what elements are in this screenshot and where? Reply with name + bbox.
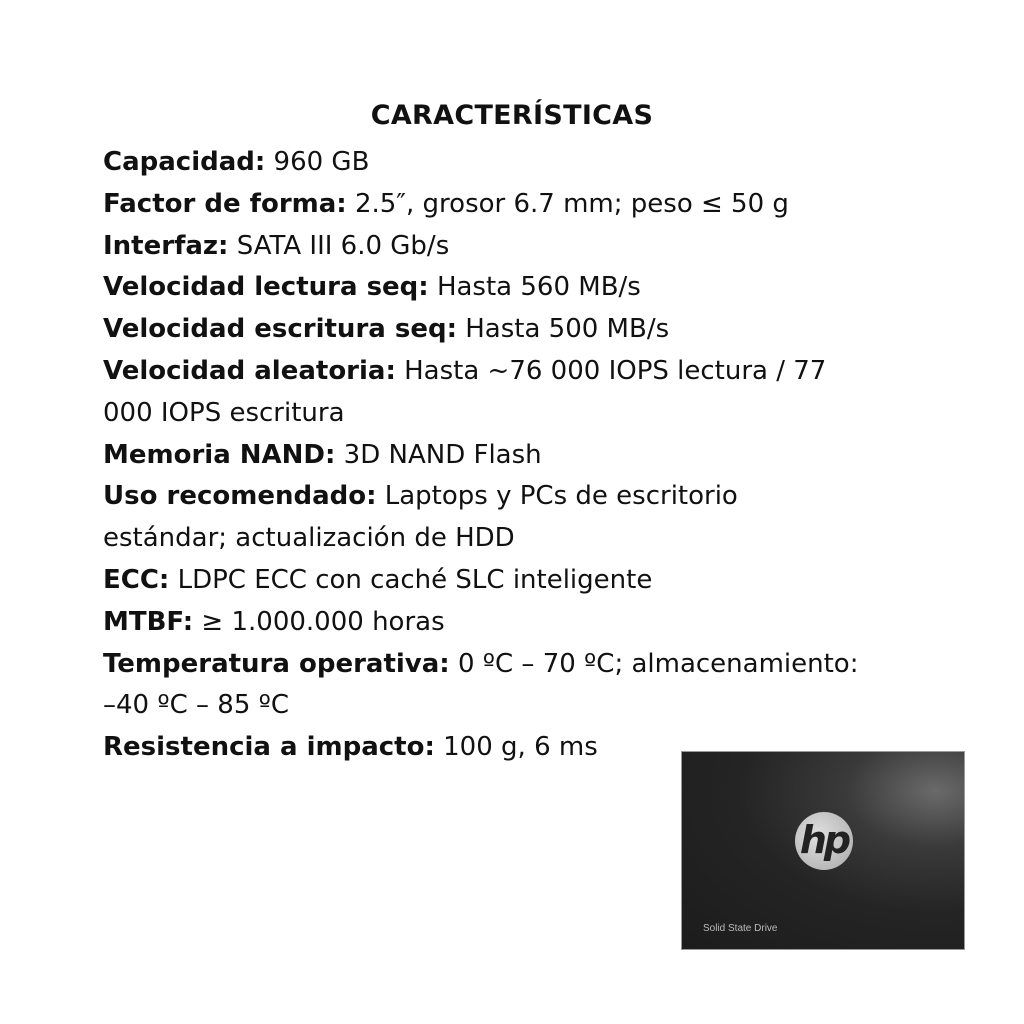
spec-label: ECC: xyxy=(103,564,170,595)
spec-temperature xyxy=(103,644,863,728)
spec-value: Hasta 560 MB/s xyxy=(428,272,641,303)
page-title: CARACTERÍSTICAS xyxy=(370,100,654,131)
spec-label: Velocidad escritura seq: xyxy=(103,314,457,345)
spec-value: SATA III 6.0 Gb/s xyxy=(228,230,450,261)
spec-value: Hasta ~76 000 IOPS lectura / 77 000 IOPS escritura xyxy=(103,355,827,428)
spec-random-speed xyxy=(103,351,863,435)
spec-label: Velocidad lectura seq: xyxy=(103,272,429,303)
spec-ecc xyxy=(103,560,863,602)
spec-label: Velocidad aleatoria: xyxy=(103,355,396,386)
spec-read-speed xyxy=(103,267,863,309)
hp-logo-text: hp xyxy=(799,818,849,862)
spec-label: Resistencia a impacto: xyxy=(103,732,435,763)
spec-label: Capacidad: xyxy=(103,147,266,177)
spec-value: 2.5″, grosor 6.7 mm; peso ≤ 50 g xyxy=(346,188,789,219)
spec-value: ≥ 1.000.000 horas xyxy=(193,606,445,637)
spec-value: 0 ºC – 70 ºC; almacenamiento: –40 ºC – 85 ºC xyxy=(103,648,859,721)
spec-value: 960 GB xyxy=(265,147,370,177)
spec-label: Factor de forma: xyxy=(103,188,347,219)
ssd-caption: Solid State Drive xyxy=(703,923,778,934)
spec-value: Hasta 500 MB/s xyxy=(456,314,670,345)
spec-list xyxy=(103,142,863,769)
spec-value: 100 g, 6 ms xyxy=(434,732,598,763)
spec-mtbf xyxy=(103,602,863,644)
spec-value: 3D NAND Flash xyxy=(335,439,542,470)
spec-nand xyxy=(103,435,863,477)
spec-label: Temperatura operativa: xyxy=(103,648,450,679)
spec-label: Interfaz: xyxy=(103,230,229,261)
spec-capacity xyxy=(103,142,863,184)
ssd-product-image xyxy=(681,751,965,950)
spec-usage xyxy=(103,476,863,560)
spec-interface xyxy=(103,226,863,268)
spec-value: LDPC ECC con caché SLC inteligente xyxy=(169,564,653,595)
spec-label: MTBF: xyxy=(103,606,194,637)
spec-value: Laptops y PCs de escritorio estándar; actualización de HDD xyxy=(103,481,738,554)
spec-form-factor xyxy=(103,184,863,226)
hp-logo-icon xyxy=(795,812,853,870)
spec-label: Memoria NAND: xyxy=(103,439,336,470)
spec-write-speed xyxy=(103,309,863,351)
spec-label: Uso recomendado: xyxy=(103,481,377,512)
